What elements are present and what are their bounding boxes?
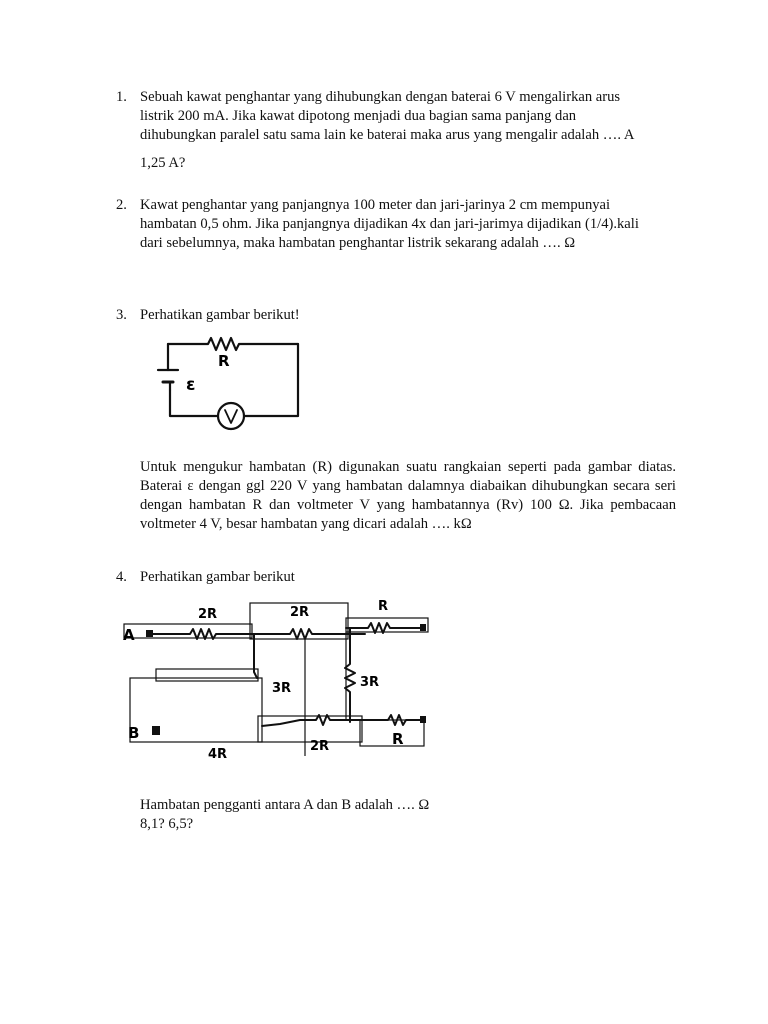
text-line: Kawat penghantar yang panjangnya 100 meter dan jari-jarinya 2 cm mempunyai	[140, 197, 611, 213]
text-line: dari sebelumnya, maka hambatan penghantar listrik sekarang adalah …. Ω	[140, 235, 576, 251]
question-text	[140, 88, 676, 173]
resistor-3r-vert-left: 3R	[272, 681, 292, 696]
question-1	[116, 88, 676, 173]
answer-note: 1,25 A?	[140, 155, 186, 171]
question-text	[140, 196, 676, 253]
question-3	[116, 306, 676, 325]
question-prompt: Perhatikan gambar berikut	[140, 569, 295, 585]
resistor-4r-bottom-left: 4R	[208, 747, 228, 762]
resistor-2r-top-mid: 2R	[290, 605, 310, 620]
question-number: 4.	[116, 569, 127, 585]
text-line: dihubungkan paralel satu sama lain ke baterai maka arus yang mengalir adalah …. A	[140, 127, 635, 143]
question-prompt: Perhatikan gambar berikut!	[140, 307, 300, 323]
text-line: Sebuah kawat penghantar yang dihubungkan dengan baterai 6 V mengalirkan arus	[140, 89, 621, 105]
resistor-r-top-right: R	[378, 599, 389, 614]
battery-label: ε	[186, 375, 196, 395]
node-a-label: A	[123, 626, 135, 644]
resistor-2r-bottom-mid: 2R	[310, 739, 330, 754]
question-4	[116, 568, 676, 587]
question-text	[140, 796, 676, 834]
question-text: Untuk mengukur hambatan (R) digunakan suatu rangkaian seperti pada gambar diatas. Baterai ε dengan ggl 220 V yang hambatan dalamnya diabaikan dihubungkan secara seri dengan hambatan R dan voltmeter V yang hambatannya (Rv) 100 Ω. Jika pembacaan voltmeter 4 V, besar hambatan yang dicari adalah …. kΩ	[140, 459, 676, 532]
text-line: Hambatan pengganti antara A dan B adalah …. Ω	[140, 797, 430, 813]
question-3-paragraph	[116, 458, 676, 534]
question-number: 3.	[116, 307, 127, 323]
resistor-r-bottom-right: R	[392, 730, 404, 748]
resistor-label: R	[218, 352, 230, 370]
node-b-label: B	[128, 724, 140, 742]
text-line: hambatan 0,5 ohm. Jika panjangnya dijadikan 4x dan jari-jarimya dijadikan (1/4).kali	[140, 216, 639, 232]
circuit-figure-2	[120, 596, 440, 766]
question-2	[116, 196, 676, 253]
text-line: listrik 200 mA. Jika kawat dipotong menjadi dua bagian sama panjang dan	[140, 108, 577, 124]
resistor-2r-top-left: 2R	[198, 607, 218, 622]
question-number: 1.	[116, 89, 127, 105]
question-4-footer	[116, 796, 676, 834]
circuit-figure-1	[156, 332, 306, 432]
question-number: 2.	[116, 197, 127, 213]
resistor-3r-vert-right: 3R	[360, 675, 380, 690]
answer-note: 8,1? 6,5?	[140, 816, 194, 832]
